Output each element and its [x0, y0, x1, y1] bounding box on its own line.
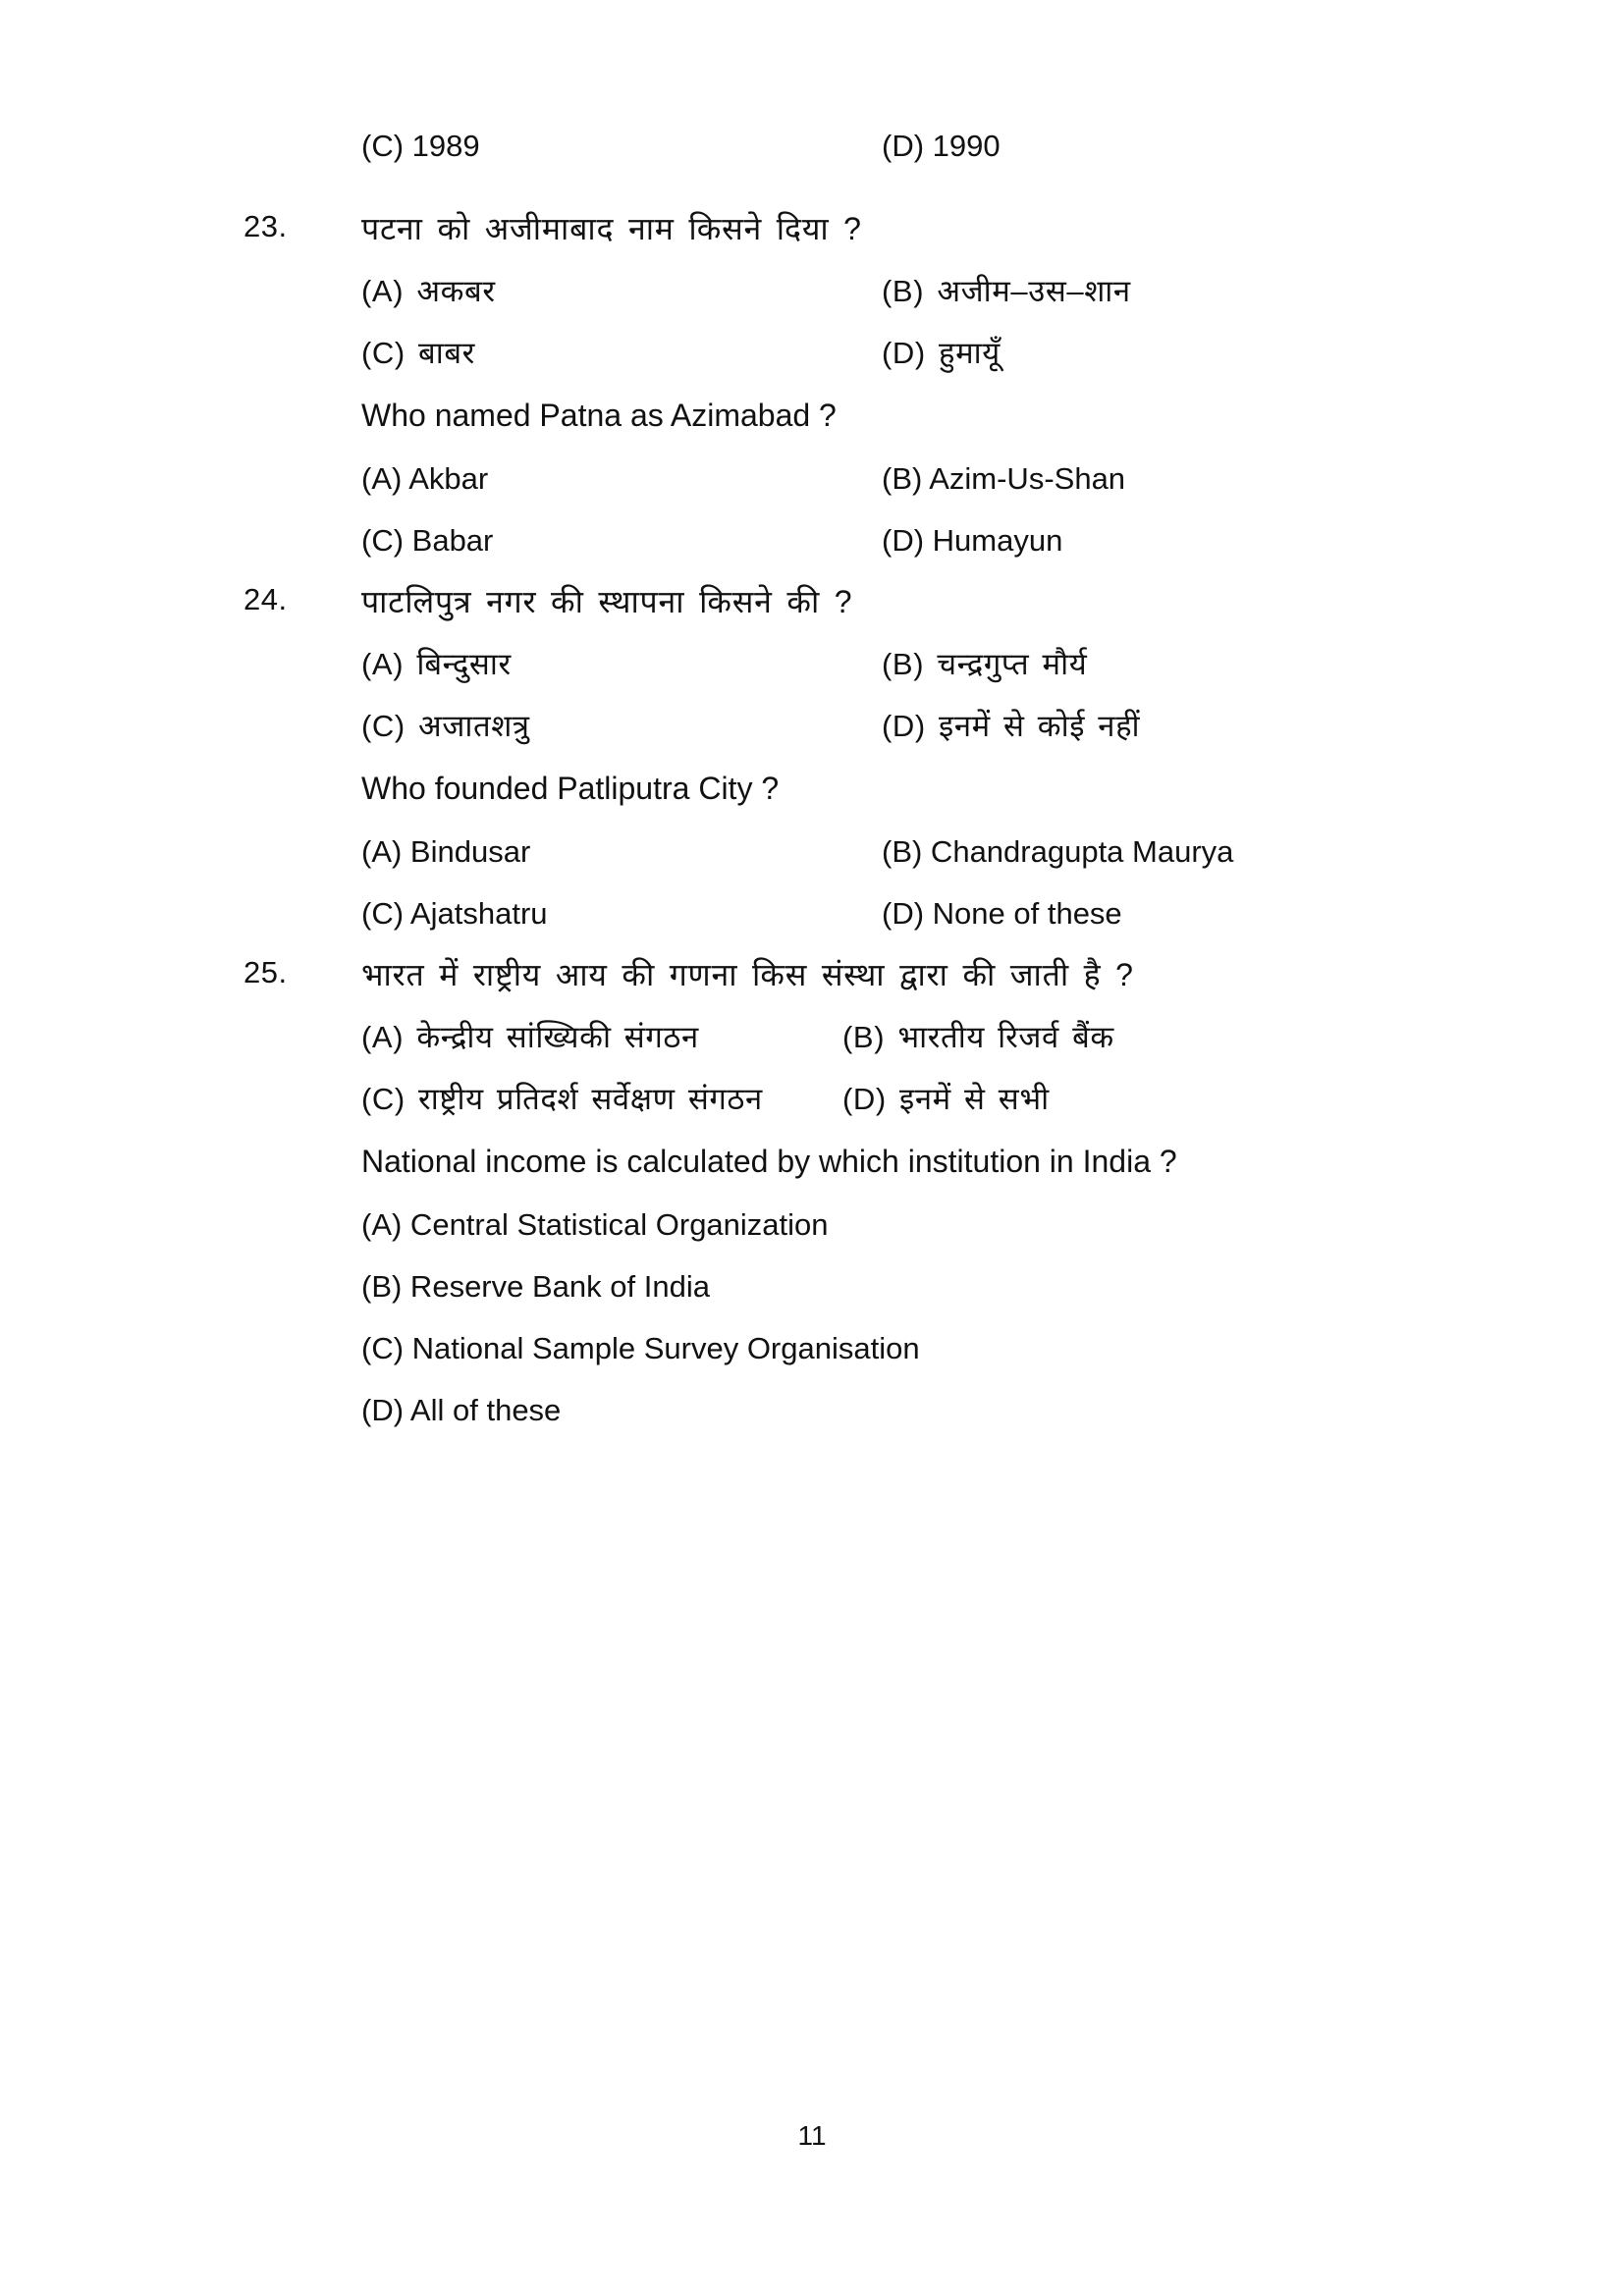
- question-25-hindi-options-row-1: [0, 1019, 1624, 1055]
- question-24-option-d-english[interactable]: (D) None of these: [882, 895, 1122, 931]
- question-23-option-b-english[interactable]: (B) Azim-Us-Shan: [882, 460, 1126, 496]
- question-23-english-options-row-2: [0, 522, 1624, 559]
- question-23-number: 23.: [244, 209, 288, 244]
- question-25-option-d-english[interactable]: (D) All of these: [361, 1393, 562, 1428]
- question-24-stem-row: [0, 584, 1624, 620]
- question-24-stem-hindi: पाटलिपुत्र नगर की स्थापना किसने की ?: [361, 584, 853, 620]
- question-24-hindi-options-row-2: [0, 708, 1624, 744]
- question-24-hindi-options-row-1: [0, 646, 1624, 682]
- carryover-option-d: (D) 1990: [882, 129, 1001, 163]
- question-25-option-b-hindi[interactable]: (B) भारतीय रिजर्व बैंक: [842, 1019, 1114, 1054]
- question-23-option-c-english[interactable]: (C) Babar: [361, 522, 494, 558]
- question-23-stem-row: [0, 211, 1624, 247]
- question-23-stem-hindi: पटना को अजीमाबाद नाम किसने दिया ?: [361, 211, 862, 247]
- question-23-option-c-hindi[interactable]: (C) बाबर: [361, 336, 475, 371]
- question-25-option-c-hindi[interactable]: (C) राष्ट्रीय प्रतिदर्श सर्वेक्षण संगठन: [361, 1082, 763, 1117]
- question-24-stem-english: Who founded Patliputra City ?: [361, 771, 780, 807]
- question-24-option-a-hindi[interactable]: (A) बिन्दुसार: [361, 646, 512, 681]
- question-block-25: [0, 957, 1624, 1428]
- question-25-stem-row: [0, 957, 1624, 993]
- question-25-option-d-hindi[interactable]: (D) इनमें से सभी: [842, 1082, 1050, 1117]
- question-23-stem-english: Who named Patna as Azimabad ?: [361, 398, 837, 434]
- question-24-option-a-english[interactable]: (A) Bindusar: [361, 833, 531, 869]
- question-23-option-d-hindi[interactable]: (D) हुमायूँ: [882, 336, 1001, 371]
- carryover-options-row: [0, 128, 1624, 164]
- question-24-option-c-hindi[interactable]: (C) अजातशत्रु: [361, 709, 530, 744]
- question-25-hindi-options-row-2: [0, 1081, 1624, 1117]
- question-23-english-options-row-1: [0, 460, 1624, 497]
- question-24-english-options-row-1: [0, 833, 1624, 870]
- question-24-option-b-hindi[interactable]: (B) चन्द्रगुप्त मौर्य: [882, 646, 1088, 681]
- question-25-option-b-english[interactable]: (B) Reserve Bank of India: [361, 1268, 710, 1304]
- question-23-option-a-hindi[interactable]: (A) अकबर: [361, 273, 496, 308]
- question-24-option-c-english[interactable]: (C) Ajatshatru: [361, 895, 548, 931]
- question-block-24: [0, 584, 1624, 932]
- question-24-option-d-hindi[interactable]: (D) इनमें से कोई नहीं: [882, 709, 1141, 744]
- question-23-option-a-english[interactable]: (A) Akbar: [361, 460, 489, 496]
- page-number: 11: [797, 2120, 827, 2151]
- question-24-english-options-row-2: [0, 895, 1624, 932]
- question-23-hindi-options-row-2: [0, 335, 1624, 371]
- question-block-23: [0, 211, 1624, 559]
- question-25-option-a-hindi[interactable]: (A) केन्द्रीय सांख्यिकी संगठन: [361, 1019, 699, 1054]
- question-25-stem-hindi: भारत में राष्ट्रीय आय की गणना किस संस्था द्वारा की जाती है ?: [361, 957, 1134, 993]
- question-25-option-a-english[interactable]: (A) Central Statistical Organization: [361, 1206, 829, 1242]
- question-24-number: 24.: [244, 582, 288, 617]
- question-23-option-d-english[interactable]: (D) Humayun: [882, 522, 1063, 558]
- question-25-number: 25.: [244, 955, 288, 990]
- question-24-option-b-english[interactable]: (B) Chandragupta Maurya: [882, 833, 1234, 869]
- carryover-option-c: (C) 1989: [361, 129, 480, 163]
- question-23-option-b-hindi[interactable]: (B) अजीम–उस–शान: [882, 273, 1131, 308]
- question-23-hindi-options-row-1: [0, 273, 1624, 309]
- question-25-stem-english: National income is calculated by which institution in India ?: [361, 1144, 1177, 1180]
- question-25-option-c-english[interactable]: (C) National Sample Survey Organisation: [361, 1331, 920, 1365]
